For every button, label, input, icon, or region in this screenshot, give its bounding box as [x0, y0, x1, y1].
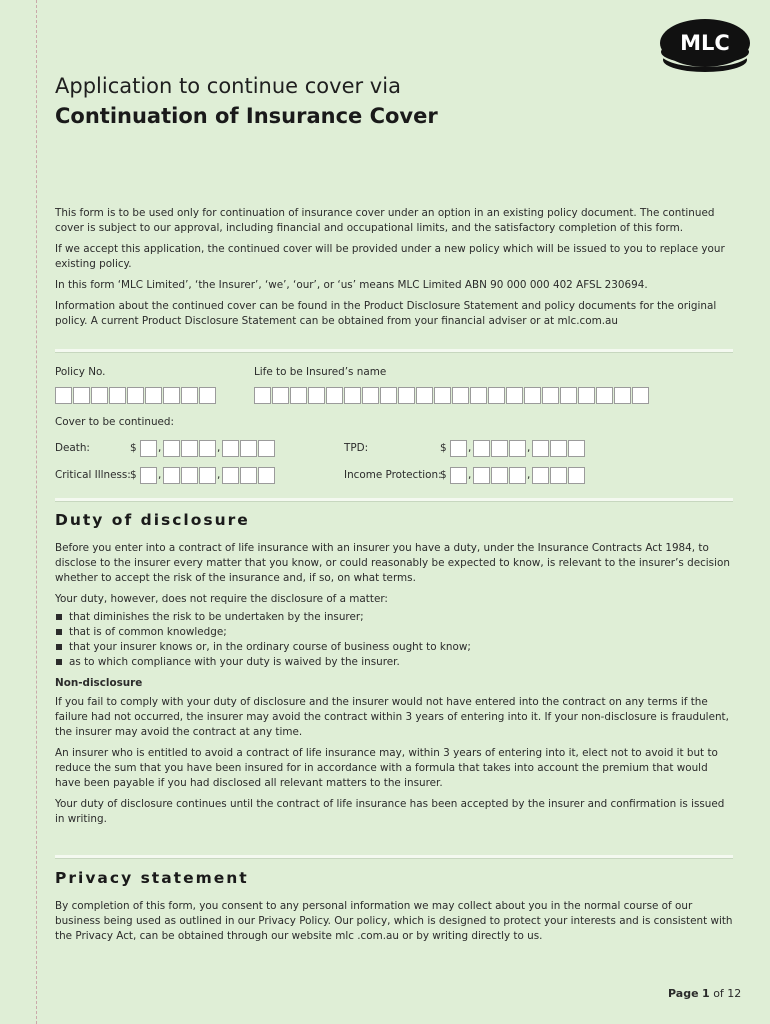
- section-divider: [55, 855, 733, 859]
- intro-paragraph: This form is to be used only for continuation of insurance cover under an option in an existing policy document. The continued cover is subject to our approval, including financial and occupational limits, and the satisfactory completion of this form.: [55, 207, 715, 234]
- digit-box[interactable]: [491, 467, 508, 484]
- char-box[interactable]: [416, 387, 433, 404]
- duty-heading: Duty of disclosure: [55, 511, 250, 529]
- char-box[interactable]: [380, 387, 397, 404]
- tpd-label: TPD:: [344, 442, 369, 454]
- char-box[interactable]: [470, 387, 487, 404]
- page-current: 1: [702, 987, 710, 1000]
- logo-text: MLC: [680, 31, 730, 55]
- char-box[interactable]: [326, 387, 343, 404]
- char-box[interactable]: [181, 387, 198, 404]
- digit-box[interactable]: [550, 440, 567, 457]
- digit-box[interactable]: [240, 467, 257, 484]
- digit-box[interactable]: [181, 440, 198, 457]
- digit-box[interactable]: [199, 467, 216, 484]
- thousands-separator: ,: [467, 469, 472, 481]
- thousands-separator: ,: [157, 442, 162, 454]
- char-box[interactable]: [578, 387, 595, 404]
- digit-box[interactable]: [181, 467, 198, 484]
- margin-rule: [36, 0, 37, 1024]
- list-item: as to which compliance with your duty is waived by the insurer.: [55, 655, 735, 670]
- intro-text: [55, 206, 735, 335]
- page-word: Page: [668, 987, 699, 1000]
- char-box[interactable]: [73, 387, 90, 404]
- income-protection-label: Income Protection:: [344, 469, 442, 481]
- page-indicator: [668, 987, 741, 1000]
- cover-label: Cover to be continued:: [55, 416, 175, 428]
- digit-box[interactable]: [163, 467, 180, 484]
- char-box[interactable]: [290, 387, 307, 404]
- thousands-separator: ,: [467, 442, 472, 454]
- digit-box[interactable]: [450, 440, 467, 457]
- digit-box[interactable]: [568, 440, 585, 457]
- list-item: that your insurer knows or, in the ordinary course of business ought to know;: [55, 640, 735, 655]
- char-box[interactable]: [434, 387, 451, 404]
- death-amount-input[interactable]: [130, 439, 275, 457]
- duty-bullet-list: [55, 610, 735, 670]
- char-box[interactable]: [632, 387, 649, 404]
- char-box[interactable]: [91, 387, 108, 404]
- digit-box[interactable]: [140, 440, 157, 457]
- title-line-1: Application to continue cover via: [55, 74, 401, 98]
- digit-box[interactable]: [222, 467, 239, 484]
- nondisclosure-heading: Non-disclosure: [55, 677, 143, 689]
- digit-box[interactable]: [509, 440, 526, 457]
- char-box[interactable]: [362, 387, 379, 404]
- privacy-section: [55, 899, 735, 950]
- char-box[interactable]: [199, 387, 216, 404]
- char-box[interactable]: [560, 387, 577, 404]
- mlc-logo: [658, 14, 752, 76]
- char-box[interactable]: [524, 387, 541, 404]
- digit-box[interactable]: [473, 467, 490, 484]
- intro-paragraph: If we accept this application, the continued cover will be provided under a new policy which will be issued to you to replace your existing policy.: [55, 243, 725, 270]
- char-box[interactable]: [145, 387, 162, 404]
- currency-symbol: $: [440, 469, 447, 481]
- critical-illness-amount-input[interactable]: [130, 466, 275, 484]
- duty-section: [55, 541, 735, 833]
- char-box[interactable]: [542, 387, 559, 404]
- digit-box[interactable]: [140, 467, 157, 484]
- digit-box[interactable]: [240, 440, 257, 457]
- char-box[interactable]: [55, 387, 72, 404]
- currency-symbol: $: [440, 442, 447, 454]
- duty-paragraph: Your duty of disclosure continues until the contract of life insurance has been accepted by the insurer and confirmation is issued in writing.: [55, 798, 725, 825]
- digit-box[interactable]: [258, 467, 275, 484]
- digit-box[interactable]: [199, 440, 216, 457]
- thousands-separator: ,: [526, 469, 531, 481]
- duty-paragraph: If you fail to comply with your duty of disclosure and the insurer would not have entered into the contract on any terms if the failure had not occurred, the insurer may avoid the contract within 3 years of entering into it. If your non-disclosure is fraudulent, the insurer may avoid the contract at any time.: [55, 696, 729, 738]
- char-box[interactable]: [488, 387, 505, 404]
- char-box[interactable]: [308, 387, 325, 404]
- tpd-amount-input[interactable]: [440, 439, 585, 457]
- digit-box[interactable]: [450, 467, 467, 484]
- char-box[interactable]: [596, 387, 613, 404]
- char-box[interactable]: [344, 387, 361, 404]
- char-box[interactable]: [127, 387, 144, 404]
- list-item: that diminishes the risk to be undertaken by the insurer;: [55, 610, 735, 625]
- duty-paragraph: An insurer who is entitled to avoid a contract of life insurance may, within 3 years of entering into it, elect not to avoid it but to reduce the sum that you have been insured for in accordance with a formula that takes into account the premium that would have been payable if you had disclosed all relevant matters to the insurer.: [55, 747, 718, 789]
- thousands-separator: ,: [216, 442, 221, 454]
- thousands-separator: ,: [216, 469, 221, 481]
- currency-symbol: $: [130, 442, 137, 454]
- privacy-paragraph: By completion of this form, you consent to any personal information we may collect about you in the normal course of our business being used as outlined in our Privacy Policy. Our policy, which is designed to protect your interests and is consistent with the Privacy Act, can be obtained through our website mlc .com.au or by writing directly to us.: [55, 900, 733, 942]
- critical-illness-label: Critical Illness:: [55, 469, 131, 481]
- char-box[interactable]: [272, 387, 289, 404]
- duty-paragraph: Before you enter into a contract of life insurance with an insurer you have a duty, under the Insurance Contracts Act 1984, to disclose to the insurer every matter that you know, or could reasonably be expected to know, is relevant to the insurer’s decision whether to accept the risk of the insurance and, if so, on what terms.: [55, 542, 730, 584]
- digit-box[interactable]: [532, 440, 549, 457]
- page-total: of 12: [713, 987, 742, 1000]
- digit-box[interactable]: [258, 440, 275, 457]
- section-divider: [55, 498, 733, 502]
- digit-box[interactable]: [222, 440, 239, 457]
- digit-box[interactable]: [532, 467, 549, 484]
- thousands-separator: ,: [526, 442, 531, 454]
- policy-no-input[interactable]: [55, 387, 216, 404]
- title-line-2: Continuation of Insurance Cover: [55, 104, 438, 128]
- currency-symbol: $: [130, 469, 137, 481]
- digit-box[interactable]: [163, 440, 180, 457]
- char-box[interactable]: [614, 387, 631, 404]
- intro-paragraph: Information about the continued cover can be found in the Product Disclosure Statement and policy documents for the original policy. A current Product Disclosure Statement can be obtained from your financial adviser or at mlc.com.au: [55, 300, 717, 327]
- list-item: that is of common knowledge;: [55, 625, 735, 640]
- char-box[interactable]: [452, 387, 469, 404]
- life-name-input[interactable]: [254, 387, 649, 404]
- section-divider: [55, 349, 733, 353]
- privacy-heading: Privacy statement: [55, 869, 249, 887]
- digit-box[interactable]: [550, 467, 567, 484]
- life-name-label: Life to be Insured’s name: [254, 366, 387, 378]
- char-box[interactable]: [506, 387, 523, 404]
- digit-box[interactable]: [473, 440, 490, 457]
- char-box[interactable]: [254, 387, 271, 404]
- policy-no-label: Policy No.: [55, 366, 106, 378]
- income-protection-amount-input[interactable]: [440, 466, 585, 484]
- digit-box[interactable]: [509, 467, 526, 484]
- intro-paragraph: In this form ‘MLC Limited’, ‘the Insurer’, ‘we’, ‘our’, or ‘us’ means MLC Limited ABN 90 000 000 402 AFSL 230694.: [55, 279, 648, 291]
- char-box[interactable]: [163, 387, 180, 404]
- digit-box[interactable]: [568, 467, 585, 484]
- death-label: Death:: [55, 442, 90, 454]
- thousands-separator: ,: [157, 469, 162, 481]
- char-box[interactable]: [109, 387, 126, 404]
- duty-paragraph: Your duty, however, does not require the disclosure of a matter:: [55, 593, 388, 605]
- digit-box[interactable]: [491, 440, 508, 457]
- char-box[interactable]: [398, 387, 415, 404]
